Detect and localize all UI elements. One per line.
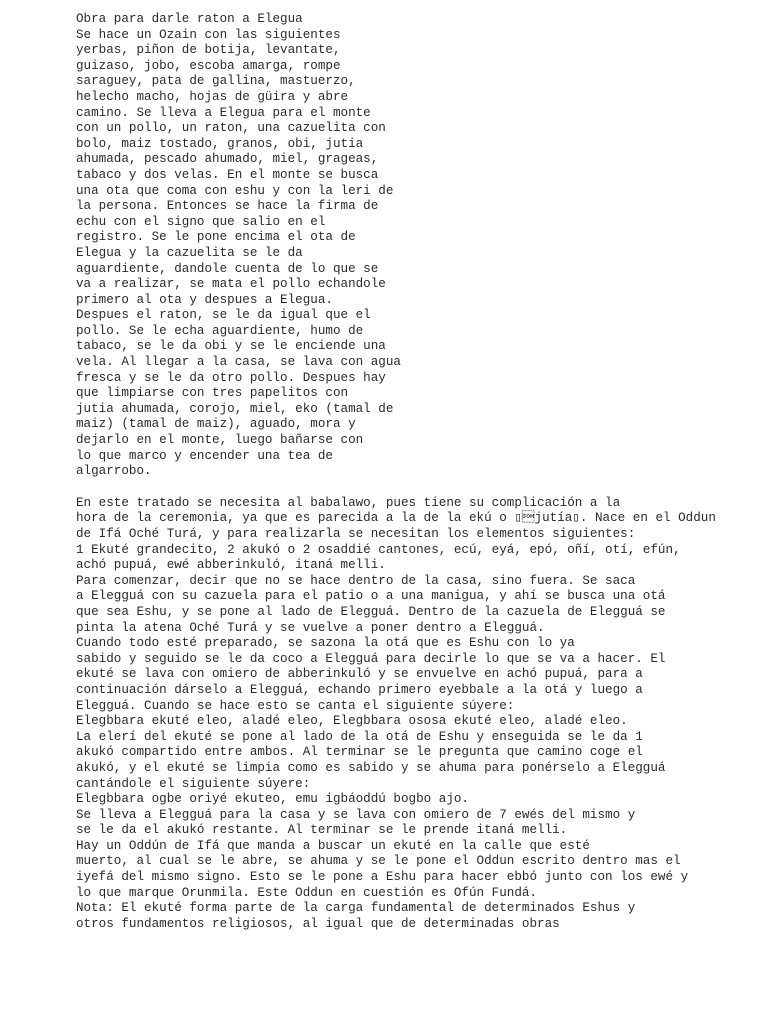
text-line: Elegbbara ekuté eleo, aladé eleo, Elegbbara ososa ekuté eleo, aladé eleo. <box>76 714 628 729</box>
text-line: la persona. Entonces se hace la firma de <box>76 199 379 214</box>
text-line: lo que marco y encender una tea de <box>76 448 333 463</box>
text-line: Nota: El ekuté forma parte de la carga fundamental de determinados Eshus y <box>76 901 636 916</box>
text-line: Elegua y la cazuelita se le da <box>76 245 303 260</box>
text-line: Elegguá. Cuando se hace esto se canta el siguiente súyere: <box>76 698 515 713</box>
text-line: que limpiarse con tres papelitos con <box>76 386 349 401</box>
text-line: Cuando todo esté preparado, se sazona la otá que es Eshu con lo ya <box>76 636 575 651</box>
paragraph-gap <box>76 480 706 496</box>
text-line: continuación dárselo a Elegguá, echando primero eyebbale a la otá y luego a <box>76 682 643 697</box>
text-line: una ota que coma con eshu y con la leri de <box>76 183 394 198</box>
text-line: Hay un Oddún de Ifá que manda a buscar un ekuté en la calle que esté <box>76 838 590 853</box>
text-line: muerto, al cual se le abre, se ahuma y se le pone el Oddun escrito dentro mas el <box>76 854 681 869</box>
text-line: maiz) (tamal de maiz), aguado, mora y <box>76 417 356 432</box>
text-line: pinta la atena Oché Turá y se vuelve a poner dentro a Elegguá. <box>76 620 545 635</box>
text-line: fresca y se le da otro pollo. Despues hay <box>76 370 386 385</box>
text-line: bolo, maiz tostado, granos, obi, jutia <box>76 136 364 151</box>
document-title: Obra para darle raton a Elegua <box>76 12 303 26</box>
text-line: aguardiente, dandole cuenta de lo que se <box>76 261 379 276</box>
text-line: Para comenzar, decir que no se hace dentro de la casa, sino fuera. Se saca <box>76 573 636 588</box>
text-line: registro. Se le pone encima el ota de <box>76 230 356 245</box>
text-line: akukó, y el ekuté se limpia como es sabido y se ahuma para ponérselo a Elegguá <box>76 760 666 775</box>
text-line: ahumada, pescado ahumado, miel, grageas, <box>76 152 379 167</box>
text-line: se le da el akukó restante. Al terminar se le prende itaná melli. <box>76 823 568 838</box>
text-line: de Ifá Oché Turá, y para realizarla se necesitan los elementos siguientes: <box>76 527 636 541</box>
text-line: tabaco, se le da obi y se le enciende una <box>76 339 386 354</box>
text-line: yerbas, piñon de botija, levantate, <box>76 43 341 58</box>
text-line: achó pupuá, ewé abberinkuló, itaná melli. <box>76 558 386 573</box>
text-line: otros fundamentos religiosos, al igual que de determinadas obras <box>76 916 560 931</box>
text-line: hora de la ceremonia, ya que es parecida a la de la ekú o ▯jutía▯. Nace en el Oddun <box>76 511 716 526</box>
text-line: primero al ota y despues a Elegua. <box>76 292 333 307</box>
text-line: Elegbbara ogbe oriyé ekuteo, emu igbáoddú bogbo ajo. <box>76 792 469 807</box>
text-line: cantándole el siguiente súyere: <box>76 776 311 791</box>
text-line: ekuté se lava con omiero de abberinkuló y se envuelve en achó pupuá, para a <box>76 667 643 682</box>
text-line: vela. Al llegar a la casa, se lava con agua <box>76 355 401 370</box>
text-line: camino. Se lleva a Elegua para el monte <box>76 105 371 120</box>
text-line: echu con el signo que salio en el <box>76 214 326 229</box>
section-tratado-ekute <box>76 495 716 933</box>
document-page <box>76 12 716 932</box>
text-line: algarrobo. <box>76 464 152 479</box>
text-line: a Elegguá con su cazuela para el patio o a una manigua, y ahí se busca una otá <box>76 589 666 604</box>
text-line: En este tratado se necesita al babalawo, pues tiene su complicación a la <box>76 495 621 510</box>
text-line: jutia ahumada, corojo, miel, eko (tamal de <box>76 401 394 416</box>
section-obra-raton-elegua <box>76 12 706 480</box>
text-line: va a realizar, se mata el pollo echandole <box>76 277 386 292</box>
text-line: que sea Eshu, y se pone al lado de Elegguá. Dentro de la cazuela de Elegguá se <box>76 604 666 619</box>
text-line: lo que marque Orunmila. Este Oddun en cuestión es Ofún Fundá. <box>76 885 538 900</box>
text-line: con un pollo, un raton, una cazuelita con <box>76 121 386 136</box>
text-line: iyefá del mismo signo. Esto se le pone a Eshu para hacer ebbó junto con los ewé y <box>76 870 689 885</box>
text-line: helecho macho, hojas de güira y abre <box>76 89 349 104</box>
text-line: Se lleva a Elegguá para la casa y se lava con omiero de 7 ewés del mismo y <box>76 807 636 822</box>
text-line: pollo. Se le echa aguardiente, humo de <box>76 323 364 338</box>
text-line: sabido y seguido se le da coco a Elegguá para decirle lo que se va a hacer. El <box>76 651 666 666</box>
text-line: guizaso, jobo, escoba amarga, rompe <box>76 58 341 73</box>
text-line: saraguey, pata de gallina, mastuerzo, <box>76 74 356 89</box>
text-line: La elerí del ekuté se pone al lado de la otá de Eshu y enseguida se le da 1 <box>76 729 643 744</box>
text-line: Se hace un Ozain con las siguientes <box>76 27 341 42</box>
text-line: dejarlo en el monte, luego bañarse con <box>76 433 364 448</box>
text-line: akukó compartido entre ambos. Al terminar se le pregunta que camino coge el <box>76 745 643 760</box>
text-line: tabaco y dos velas. En el monte se busca <box>76 167 379 182</box>
text-line: 1 Ekuté grandecito, 2 akukó o 2 osaddié cantones, ecú, eyá, epó, oñí, otí, efún, <box>76 542 681 557</box>
text-line: Despues el raton, se le da igual que el <box>76 308 371 323</box>
